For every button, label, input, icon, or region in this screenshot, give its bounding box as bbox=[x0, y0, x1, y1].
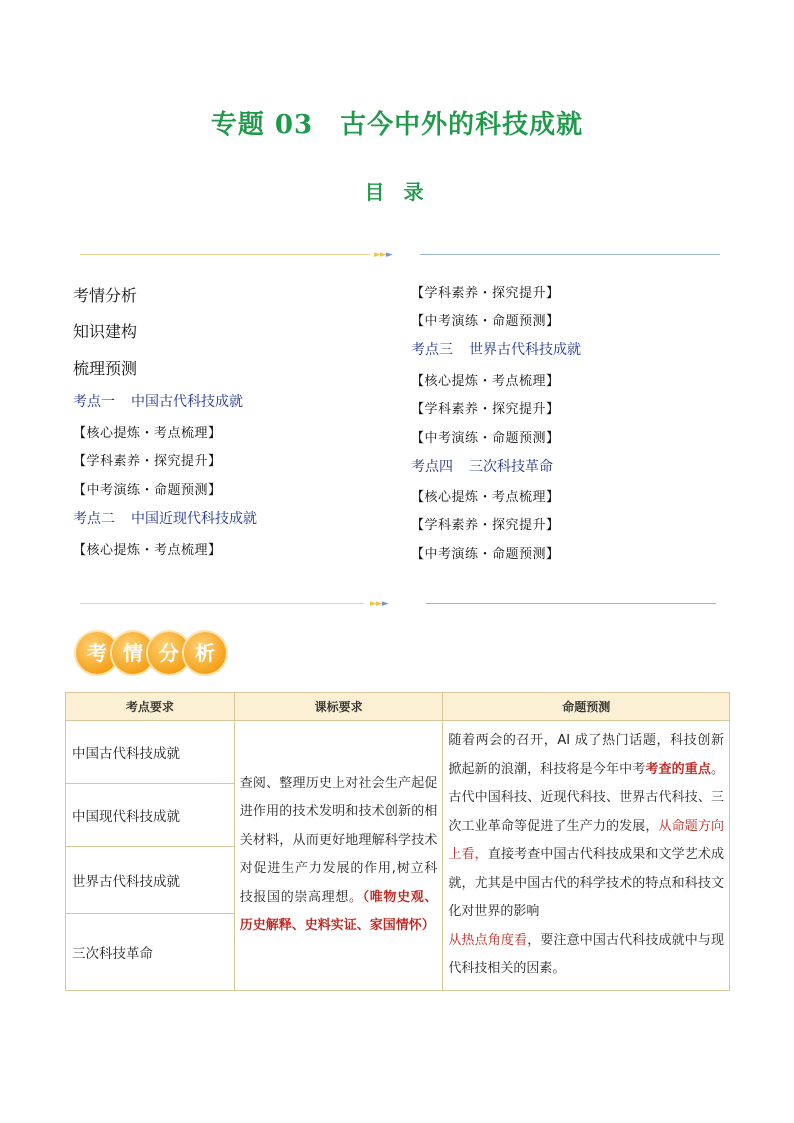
kaodian-name: 世界古代科技成就 bbox=[469, 342, 581, 358]
page-title: 专题 03 古今中外的科技成就 bbox=[210, 110, 584, 140]
mingti-text: 。古代中国科技、近现代科技、世界古代科技、三次工业革命等促进了生产力的发展， bbox=[448, 761, 724, 834]
badge-char: 情 bbox=[112, 632, 154, 674]
badge-char: 析 bbox=[184, 632, 226, 674]
table-header-row bbox=[66, 693, 730, 721]
divider-bottom bbox=[80, 598, 716, 610]
toc-kaodian-2[interactable] bbox=[73, 508, 257, 528]
kebiao-text: 查阅、整理历史上对社会生产起促进作用的技术发明和技术创新的相关材料，从而更好地理解科学技术对促进生产力发展的作用,树立科技报国的崇高理想。 bbox=[239, 775, 438, 905]
mingti-highlight: 从命题方向上看， bbox=[448, 818, 724, 862]
toc-section-zhishi[interactable]: 知识建构 bbox=[73, 322, 138, 341]
kaodian-cell: 世界古代科技成就 bbox=[66, 846, 235, 913]
header-kaodian: 考点要求 bbox=[66, 693, 235, 721]
table-row bbox=[66, 721, 730, 784]
toc-sub-item[interactable]: 【核心提炼・考点梳理】 bbox=[411, 374, 560, 389]
mingti-text: 随着两会的召开，AI 成了热门话题，科技创新掀起新的浪潮，科技将是今年中考 bbox=[448, 733, 724, 777]
toc-sub-item[interactable]: 【中考演练・命题预测】 bbox=[411, 431, 560, 446]
toc-sub-item[interactable]: 【学科素养・探究提升】 bbox=[411, 402, 560, 417]
arrow-decoration-icon: ►►► bbox=[374, 250, 392, 260]
mingti-cell bbox=[443, 721, 730, 991]
toc-sub-item[interactable]: 【学科素养・探究提升】 bbox=[73, 454, 222, 469]
kaodian-num: 考点四 bbox=[411, 459, 453, 475]
toc-sub-item[interactable]: 【学科素养・探究提升】 bbox=[411, 518, 560, 533]
toc-sub-item[interactable]: 【核心提炼・考点梳理】 bbox=[411, 490, 560, 505]
mingti-text: 直接考查中国古代科技成果和文学艺术成就，尤其是中国古代的科学技术的特点和科技文化对世界的影响 bbox=[448, 847, 724, 919]
kaodian-cell: 三次科技革命 bbox=[66, 914, 235, 990]
kaodian-name: 中国近现代科技成就 bbox=[131, 511, 257, 527]
kaodian-name: 三次科技革命 bbox=[469, 459, 553, 475]
toc-heading: 目 录 bbox=[364, 180, 430, 204]
badge-char: 考 bbox=[76, 632, 118, 674]
arrow-decoration-icon: ►►► bbox=[370, 599, 388, 609]
toc-kaodian-4[interactable] bbox=[411, 456, 553, 476]
header-mingti: 命题预测 bbox=[443, 693, 730, 721]
analysis-table bbox=[65, 692, 730, 991]
kaodian-name: 中国古代科技成就 bbox=[131, 394, 243, 410]
kebiao-cell bbox=[234, 721, 443, 991]
toc-sub-item[interactable]: 【核心提炼・考点梳理】 bbox=[73, 426, 222, 441]
toc-sub-item[interactable]: 【中考演练・命题预测】 bbox=[411, 314, 560, 329]
kaodian-num: 考点一 bbox=[73, 394, 115, 410]
toc-sub-item[interactable]: 【中考演练・命题预测】 bbox=[411, 547, 560, 562]
kaodian-cell: 中国古代科技成就 bbox=[66, 721, 235, 784]
toc-kaodian-1[interactable] bbox=[73, 391, 243, 411]
mingti-highlight: 从热点角度看 bbox=[448, 932, 528, 948]
mingti-highlight: 考查的重点 bbox=[645, 761, 711, 777]
toc-sub-item[interactable]: 【中考演练・命题预测】 bbox=[73, 483, 222, 498]
toc-section-shuli[interactable]: 梳理预测 bbox=[73, 359, 138, 378]
header-kebiao: 课标要求 bbox=[234, 693, 443, 721]
badge-char: 分 bbox=[148, 632, 190, 674]
kaodian-num: 考点二 bbox=[73, 511, 115, 527]
kebiao-literacy: （唯物史观、历史解释、史料实证、家国情怀） bbox=[239, 889, 438, 934]
divider-top bbox=[80, 249, 720, 261]
mingti-text: ，要注意中国古代科技成就中与现代科技相关的因素。 bbox=[448, 932, 724, 976]
toc-kaodian-3[interactable] bbox=[411, 339, 581, 359]
kaodian-num: 考点三 bbox=[411, 342, 453, 358]
toc-section-kaoqing[interactable]: 考情分析 bbox=[73, 286, 138, 305]
kaodian-cell: 中国现代科技成就 bbox=[66, 783, 235, 846]
toc-sub-item[interactable]: 【核心提炼・考点梳理】 bbox=[73, 543, 222, 558]
toc-sub-item[interactable]: 【学科素养・探究提升】 bbox=[411, 286, 560, 301]
